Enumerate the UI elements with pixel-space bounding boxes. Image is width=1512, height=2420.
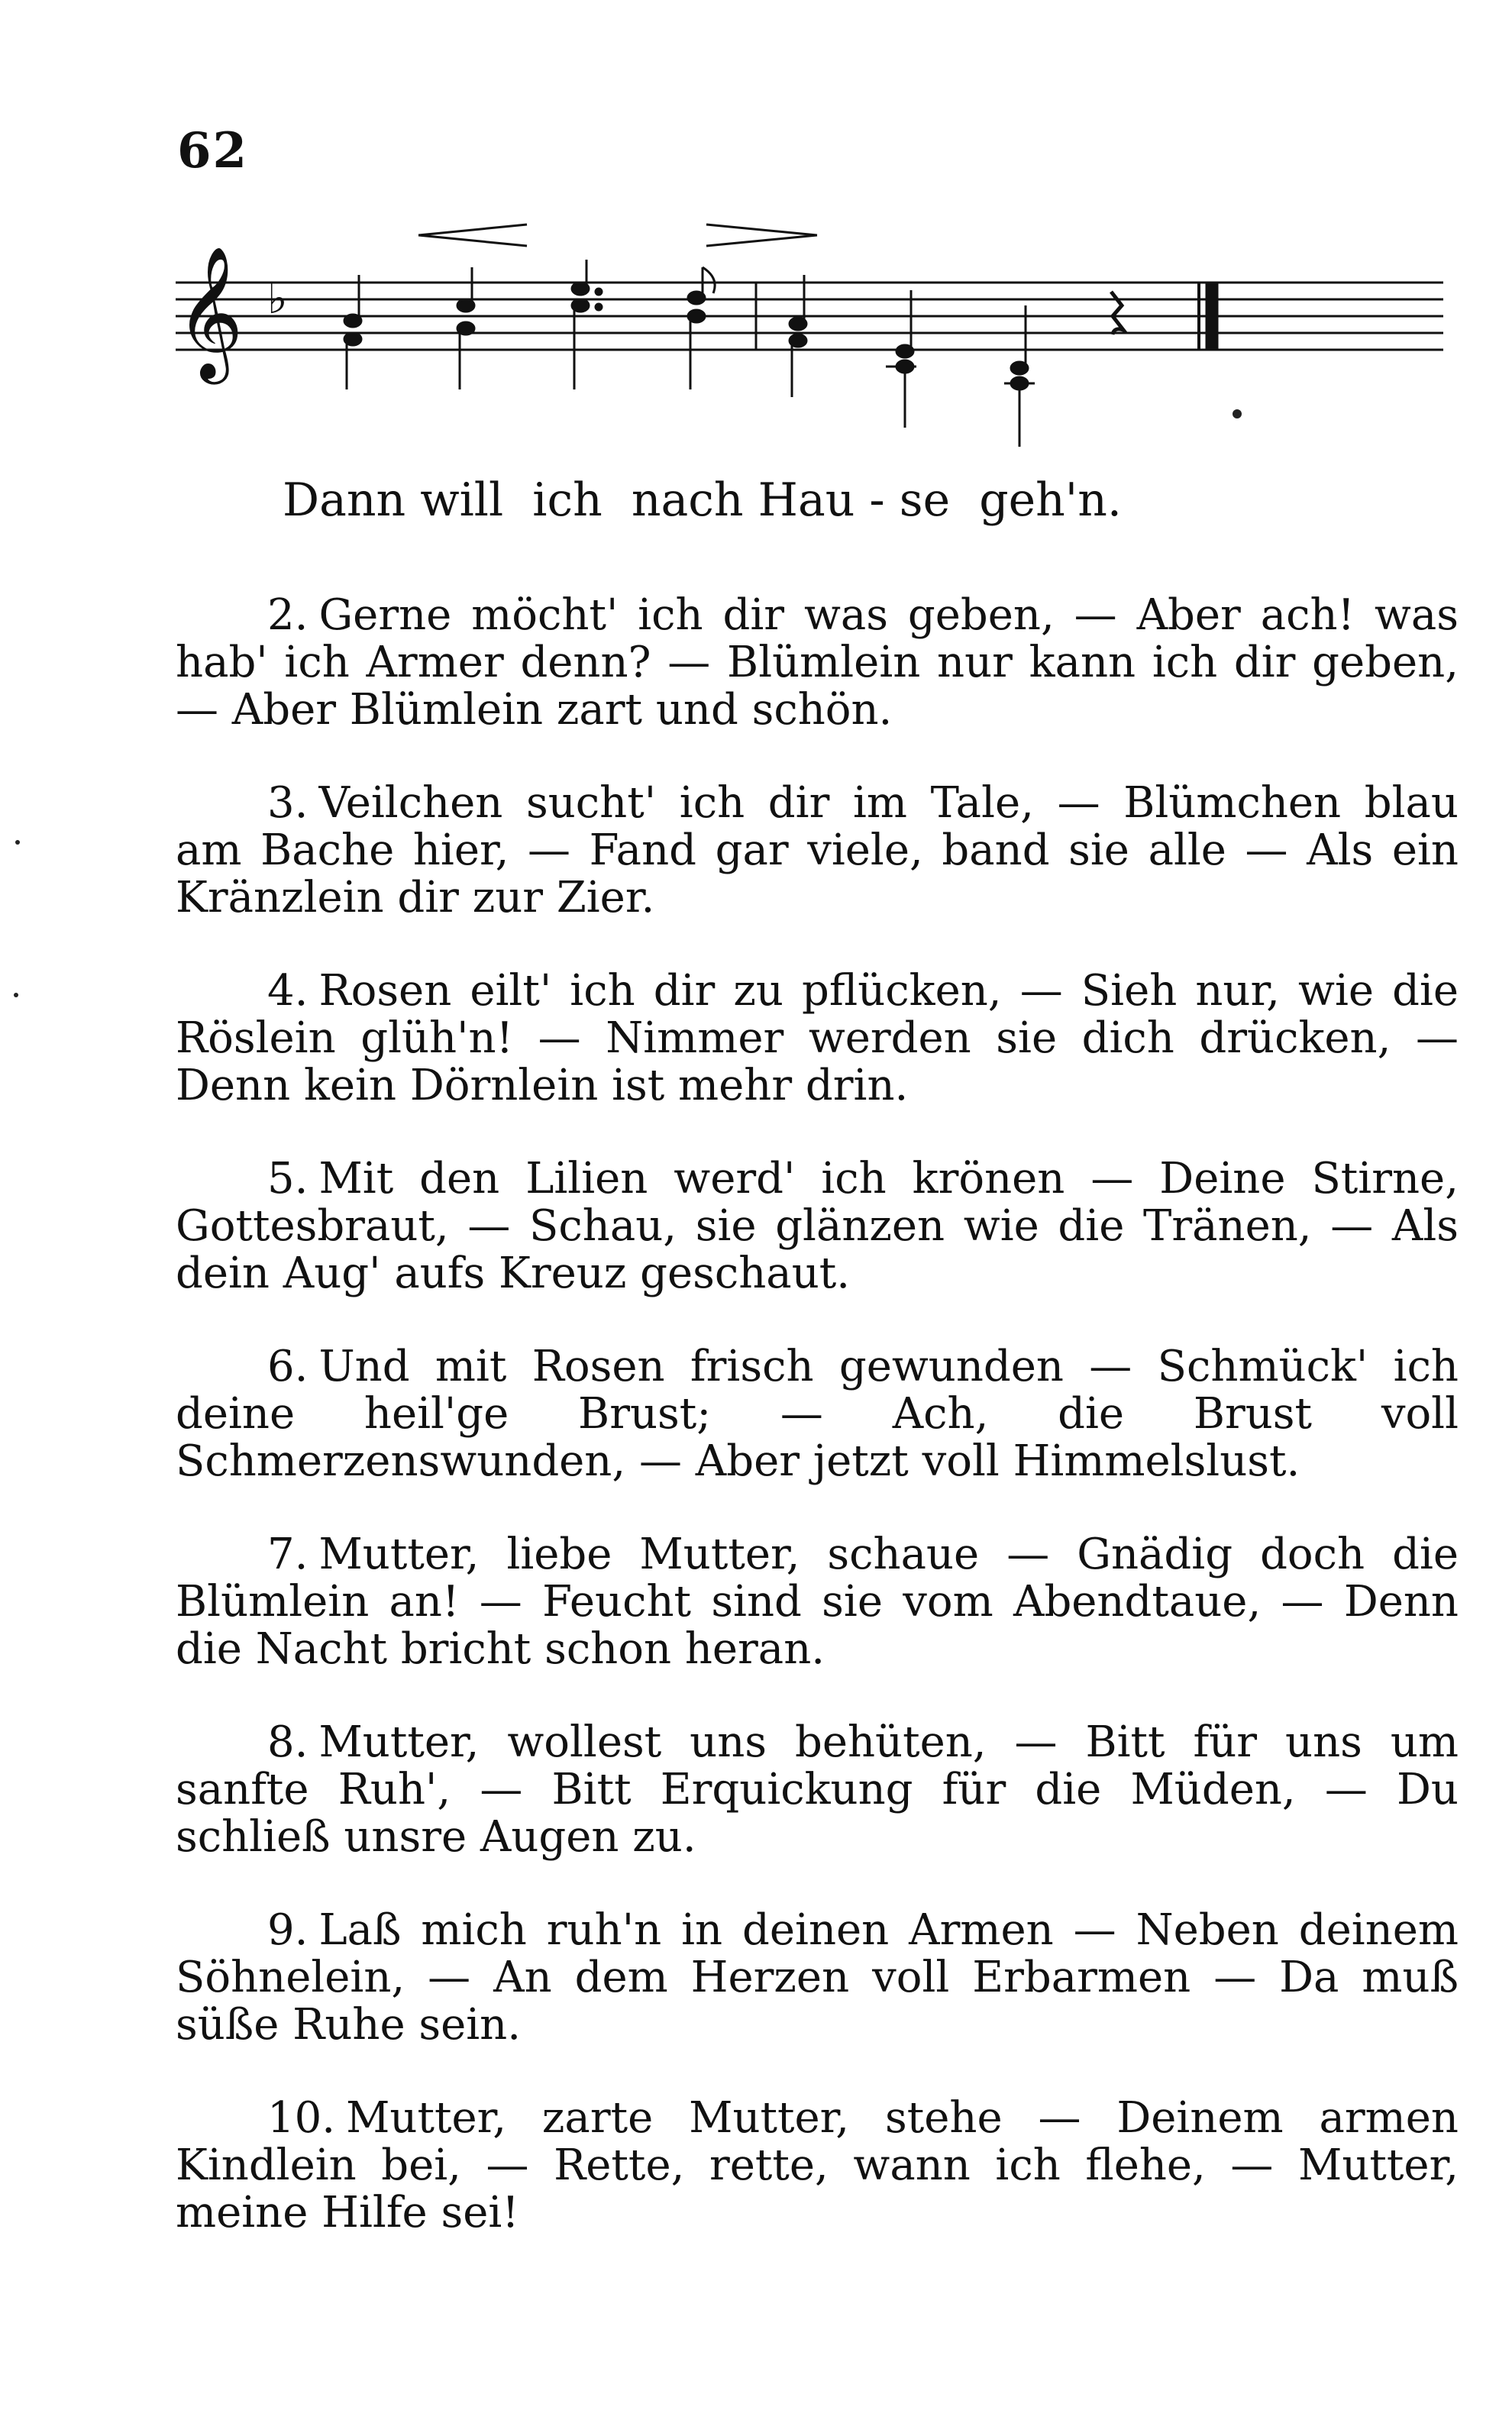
verse-number: 7. <box>267 1530 309 1579</box>
verse-4 <box>176 968 1459 1110</box>
verse-text: Rosen eilt' ich dir zu pflücken, — Sieh nur, wie die Röslein glüh'n! — Nimmer werden sie dich drücken, — Denn kein Dörnlein ist mehr drin. <box>176 966 1459 1110</box>
final-barline-thick <box>1207 283 1217 350</box>
verse-6 <box>176 1343 1459 1485</box>
note-chord-6 <box>897 290 913 428</box>
verse-text: Veilchen sucht' ich dir im Tale, — Blümchen blau am Bache hier, — Fand gar viele, band sie alle — Als ein Kränzlein dir zur Zier. <box>176 778 1459 922</box>
verse-number: 5. <box>267 1154 309 1204</box>
decrescendo-hairpin <box>706 225 817 246</box>
ink-speck <box>1233 409 1242 418</box>
verse-number: 2. <box>267 590 309 640</box>
verse-text: Und mit Rosen frisch gewunden — Schmück' ich deine heil'ge Brust; — Ach, die Brust voll Schmerzenswunden, — Aber jetzt voll Himmelslust. <box>176 1342 1459 1486</box>
verse-7 <box>176 1531 1459 1673</box>
verse-number: 3. <box>267 778 309 828</box>
verse-text: Gerne möcht' ich dir was geben, — Aber ach! was hab' ich Armer denn? — Blümlein nur kann ich dir geben, — Aber Blümlein zart und schön. <box>176 590 1459 735</box>
verse-number: 4. <box>267 966 309 1016</box>
verse-text: Mutter, zarte Mutter, stehe — Deinem armen Kindlein bei, — Rette, rette, wann ich flehe, — Mutter, meine Hilfe sei! <box>176 2093 1459 2237</box>
page-number: 62 <box>177 122 249 179</box>
verse-2 <box>176 592 1459 734</box>
note-chord-5 <box>790 275 806 397</box>
verse-9 <box>176 1907 1459 2049</box>
treble-clef: 𝄞 <box>176 246 244 379</box>
verse-10 <box>176 2095 1459 2237</box>
music-score <box>153 206 1466 451</box>
verse-5 <box>176 1155 1459 1297</box>
verse-text: Laß mich ruh'n in deinen Armen — Neben deinem Söhnelein, — An dem Herzen voll Erbarmen — Da muß süße Ruhe sein. <box>176 1905 1459 2050</box>
verse-text: Mit den Lilien werd' ich krönen — Deine Stirne, Gottesbraut, — Schau, sie glänzen wie die Tränen, — Als dein Aug' aufs Kreuz geschaut. <box>176 1154 1459 1298</box>
note-chord-4-eighth <box>688 267 715 389</box>
verse-8 <box>176 1719 1459 1861</box>
ink-speck <box>14 993 18 997</box>
note-chord-2 <box>457 267 474 389</box>
quarter-rest <box>1111 292 1123 334</box>
lyric-line: Dann will ich nach Hau - se geh'n. <box>283 473 1122 527</box>
verse-text: Mutter, wollest uns behüten, — Bitt für uns um sanfte Ruh', — Bitt Erquickung für die Müden, — Du schließ unsre Augen zu. <box>176 1717 1459 1862</box>
verse-list <box>176 592 1459 2283</box>
verse-3 <box>176 780 1459 922</box>
verse-number: 6. <box>267 1342 309 1391</box>
note-chord-3-dotted <box>572 260 602 389</box>
verse-number: 10. <box>267 2093 336 2143</box>
verse-number: 8. <box>267 1717 309 1767</box>
verse-text: Mutter, liebe Mutter, schaue — Gnädig doch die Blümlein an! — Feucht sind sie vom Abendtaue, — Denn die Nacht bricht schon heran. <box>176 1530 1459 1674</box>
flat-sign: ♭ <box>267 274 288 324</box>
verse-number: 9. <box>267 1905 309 1955</box>
crescendo-hairpin <box>418 225 527 246</box>
ink-speck <box>15 840 20 845</box>
note-chord-7 <box>1011 305 1028 447</box>
